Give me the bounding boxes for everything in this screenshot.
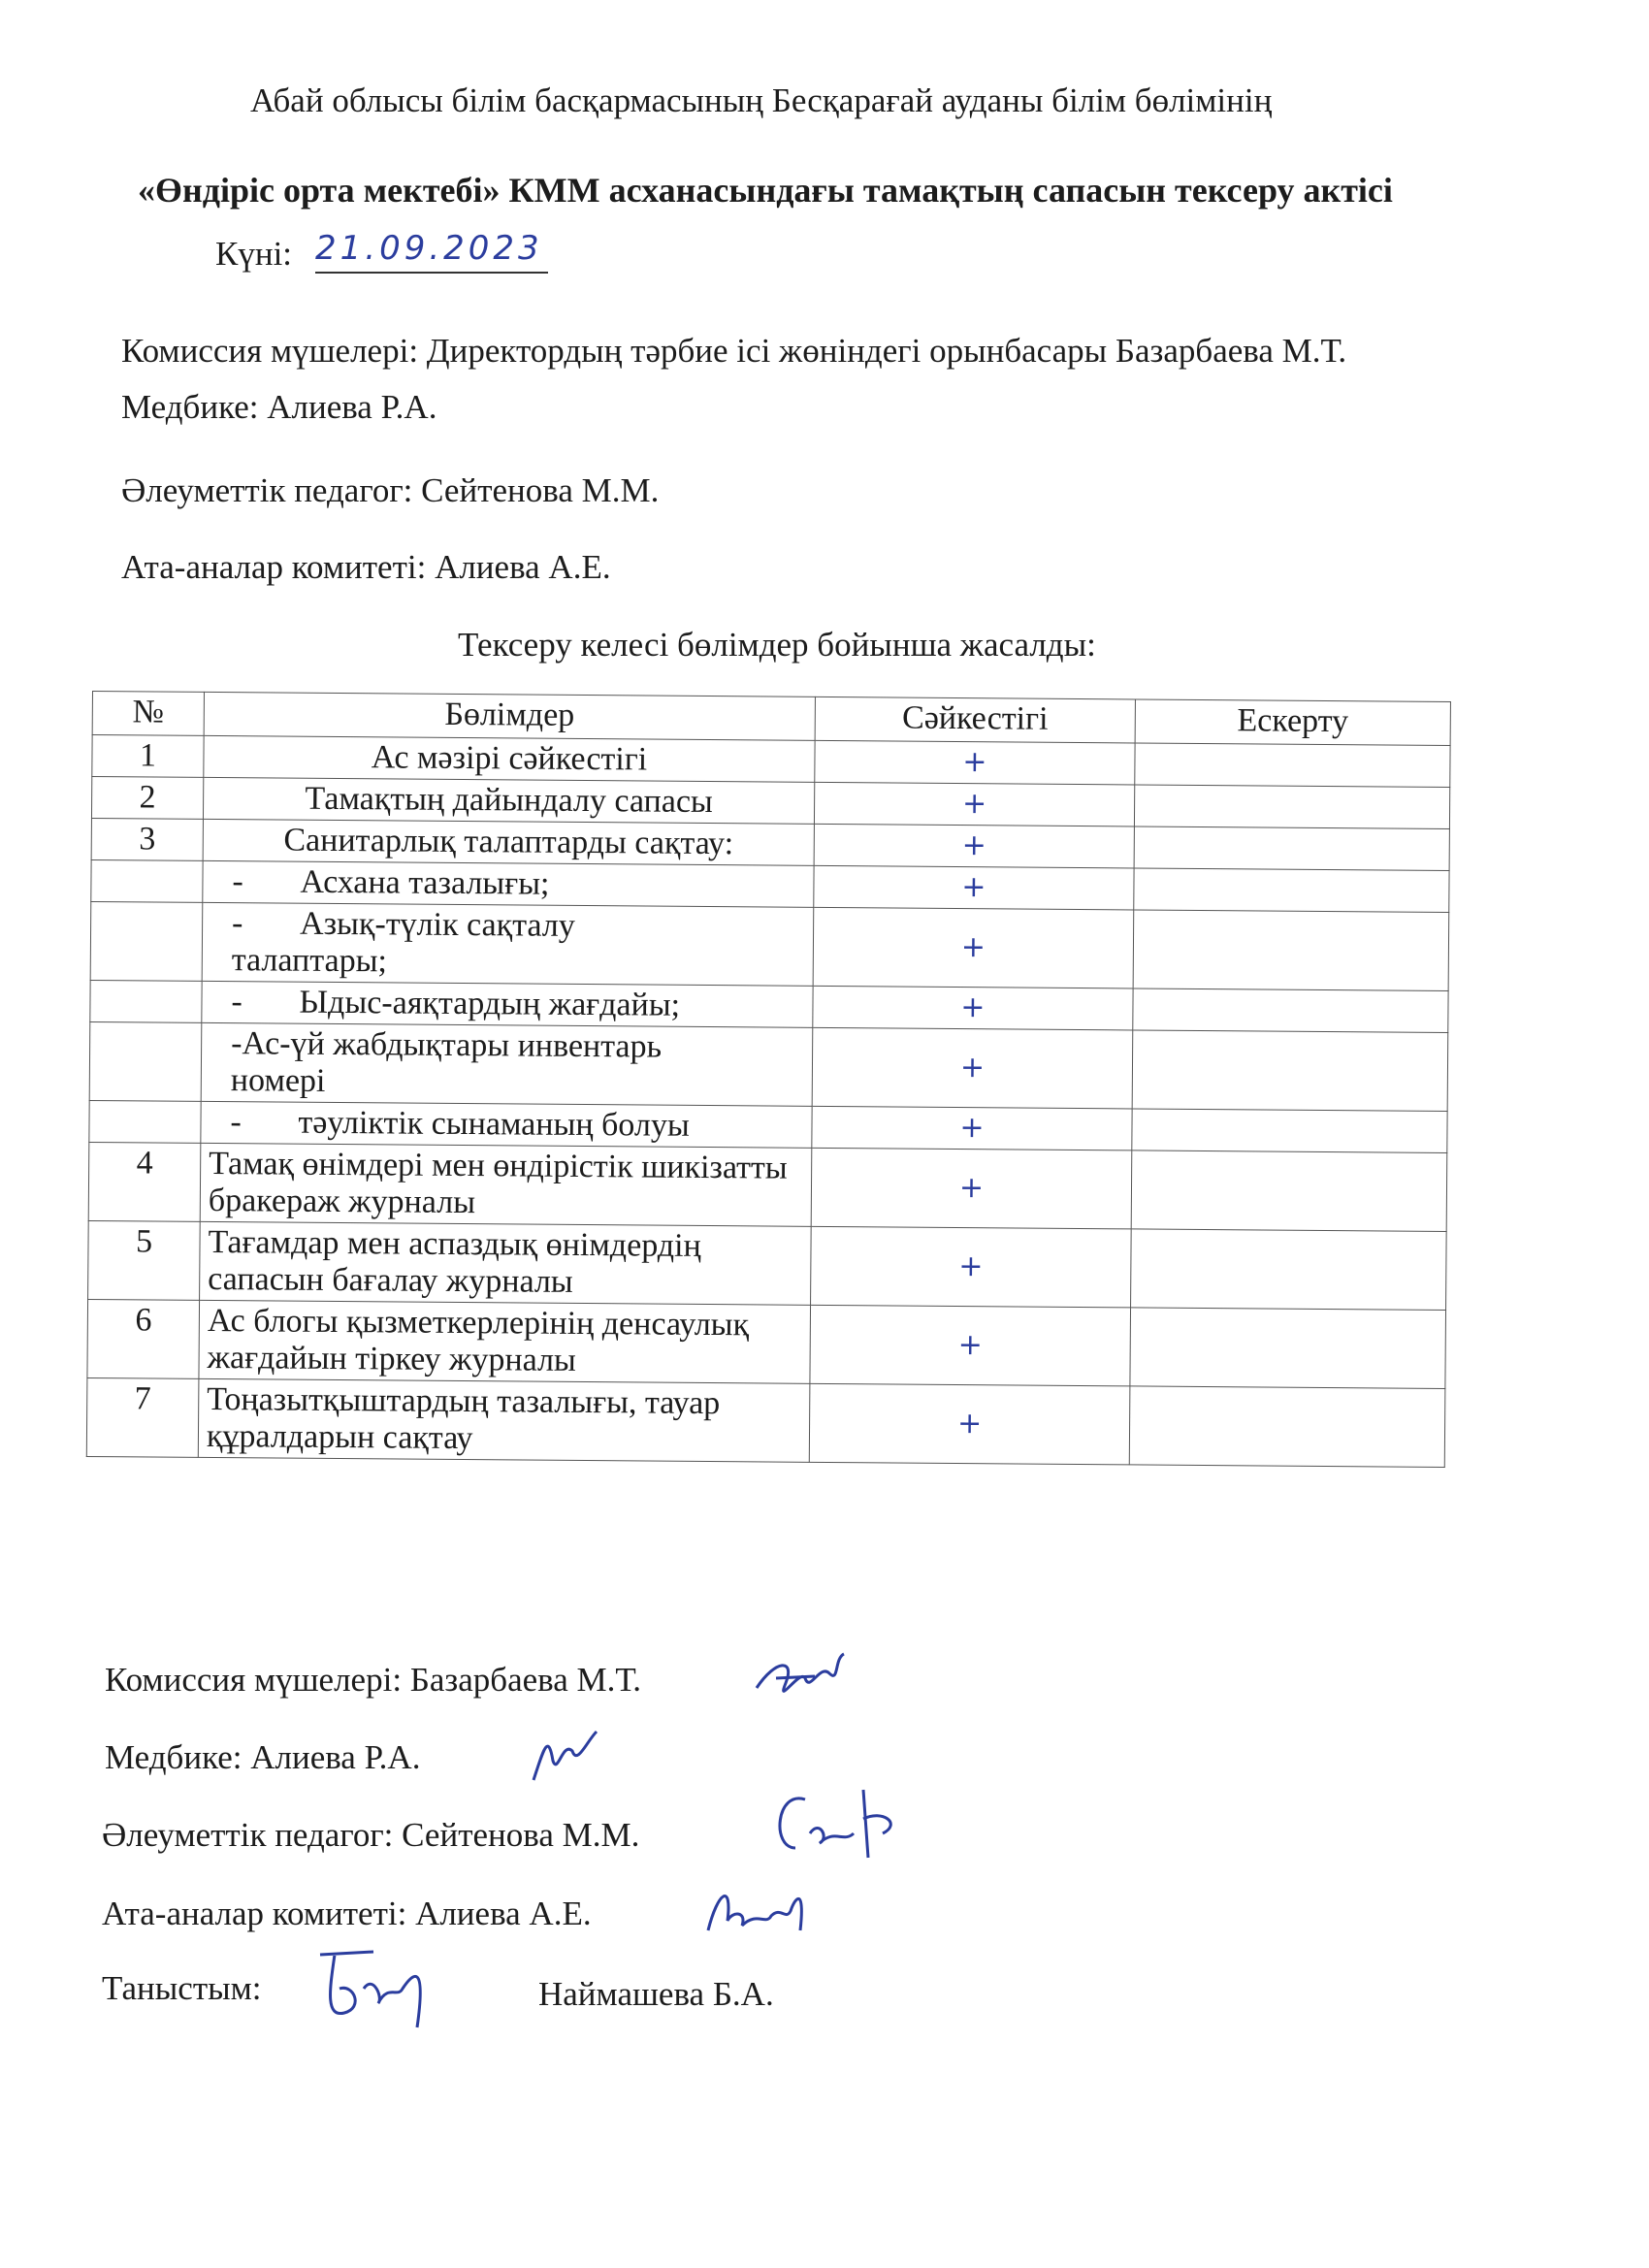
row-section-text: -Ас-үй жабдықтары инвентарь	[231, 1025, 663, 1065]
row-num: 6	[87, 1299, 200, 1378]
signature-social-icon	[766, 1780, 912, 1877]
row-note	[1134, 868, 1449, 913]
row-note	[1134, 785, 1449, 829]
row-section	[201, 1101, 812, 1148]
row-note	[1129, 1386, 1445, 1468]
document-title: «Өндіріс орта мектебі» КММ асханасындағы тамақтың сапасын тексеру актісі	[138, 171, 1393, 210]
table-row	[89, 1021, 1448, 1111]
row-mark: +	[814, 824, 1134, 868]
row-mark: +	[814, 782, 1134, 826]
row-num	[89, 1100, 201, 1143]
row-mark: +	[811, 1226, 1132, 1308]
row-section	[202, 902, 814, 986]
row-mark: +	[811, 1148, 1132, 1229]
signature-parents-icon	[698, 1872, 815, 1950]
header-num: №	[92, 692, 204, 736]
row-note	[1130, 1308, 1446, 1389]
table-row	[90, 901, 1449, 990]
row-section-text: Асхана тазалығы;	[300, 863, 550, 902]
familiar-name: Наймашева Б.А.	[538, 1975, 774, 2013]
signature-line-nurse: Медбике: Алиева Р.А.	[105, 1738, 421, 1776]
row-section-text-2: талаптары;	[231, 942, 388, 980]
row-section: Тамақтың дайындалу сапасы	[203, 777, 814, 824]
row-section-text: Азық-түлік сақталу	[299, 905, 575, 944]
row-note	[1133, 910, 1449, 991]
row-mark: +	[814, 865, 1134, 910]
row-dash: -	[231, 905, 243, 942]
row-note	[1133, 988, 1448, 1033]
commission-nurse: Медбике: Алиева Р.А.	[121, 388, 437, 426]
commission-members: Комиссия мүшелері: Директордың тәрбие ісі жөніндегі орынбасары Базарбаева М.Т.	[121, 332, 1347, 370]
signature-line-social: Әлеуметтік педагог: Сейтенова М.М.	[102, 1816, 640, 1854]
row-section: Тоңазытқыштардың тазалығы, тауар құралдарын сақтау	[198, 1378, 810, 1462]
signature-nurse-icon	[529, 1722, 606, 1790]
header-compliance: Сәйкестігі	[815, 697, 1135, 743]
row-section: Ас блогы қызметкерлерінің денсаулық жағдайын тіркеу журналы	[199, 1300, 811, 1383]
row-mark: +	[809, 1383, 1130, 1465]
row-dash: -	[232, 863, 243, 900]
signature-members-icon	[747, 1649, 854, 1717]
row-num: 7	[86, 1377, 199, 1457]
row-num	[90, 901, 203, 981]
row-num: 5	[88, 1220, 201, 1300]
header-sections: Бөлімдер	[204, 692, 815, 740]
table-title: Тексеру келесі бөлімдер бойынша жасалды:	[458, 626, 1096, 664]
table-row	[86, 1377, 1445, 1467]
row-num	[90, 980, 202, 1022]
commission-parents: Ата-аналар комитеті: Алиева А.Е.	[121, 548, 611, 586]
commission-social-pedagogue: Әлеуметтік педагог: Сейтенова М.М.	[121, 471, 660, 509]
row-note	[1134, 826, 1449, 871]
table-row	[87, 1299, 1446, 1388]
row-section: Ас мәзірі сәйкестігі	[204, 735, 815, 782]
signature-familiar-icon	[306, 1940, 441, 2037]
familiar-label: Таныстым:	[102, 1969, 262, 2007]
row-num: 2	[91, 777, 203, 820]
row-section: Тағамдар мен аспаздық өнімдердің сапасын бағалау журналы	[200, 1221, 812, 1305]
row-mark: +	[812, 1027, 1133, 1109]
row-mark: +	[812, 1106, 1132, 1150]
date-label: Күні:	[215, 235, 293, 273]
signature-line-members: Комиссия мүшелері: Базарбаева М.Т.	[105, 1661, 642, 1699]
row-mark: +	[815, 740, 1135, 785]
inspection-table	[85, 691, 1450, 1605]
row-mark: +	[810, 1305, 1131, 1386]
row-section	[201, 1022, 813, 1106]
row-num: 4	[88, 1142, 201, 1221]
row-note	[1135, 743, 1450, 788]
row-note	[1131, 1150, 1447, 1232]
row-num: 1	[92, 735, 204, 778]
row-section-text: тәуліктік сынаманың болуы	[298, 1104, 690, 1144]
row-section: Тамақ өнімдері мен өндірістік шикізатты бракераж журналы	[200, 1143, 812, 1226]
row-mark: +	[813, 986, 1133, 1030]
row-section-text: Ыдыс-аяқтардың жағдайы;	[299, 984, 681, 1023]
row-num	[89, 1021, 202, 1101]
row-num: 3	[91, 818, 203, 860]
row-dash: -	[231, 984, 242, 1021]
row-section	[203, 860, 814, 907]
row-section: Санитарлық талаптарды сақтау:	[203, 819, 814, 865]
row-section	[202, 981, 813, 1027]
row-mark: +	[813, 907, 1134, 988]
row-note	[1132, 1109, 1447, 1153]
row-note	[1131, 1229, 1447, 1311]
date-value: 21.09.2023	[315, 229, 548, 274]
header-line-1: Абай облысы білім басқармасының Бесқарағай ауданы білім бөлімінің	[250, 81, 1273, 119]
table-row	[88, 1142, 1447, 1231]
row-num	[91, 859, 203, 902]
signature-line-parents: Ата-аналар комитеті: Алиева А.Е.	[102, 1895, 592, 1932]
table-row	[88, 1220, 1447, 1310]
row-note	[1132, 1030, 1448, 1112]
row-dash: -	[230, 1104, 242, 1141]
row-section-text-2: номері	[230, 1062, 326, 1099]
header-note: Ескерту	[1135, 699, 1450, 746]
